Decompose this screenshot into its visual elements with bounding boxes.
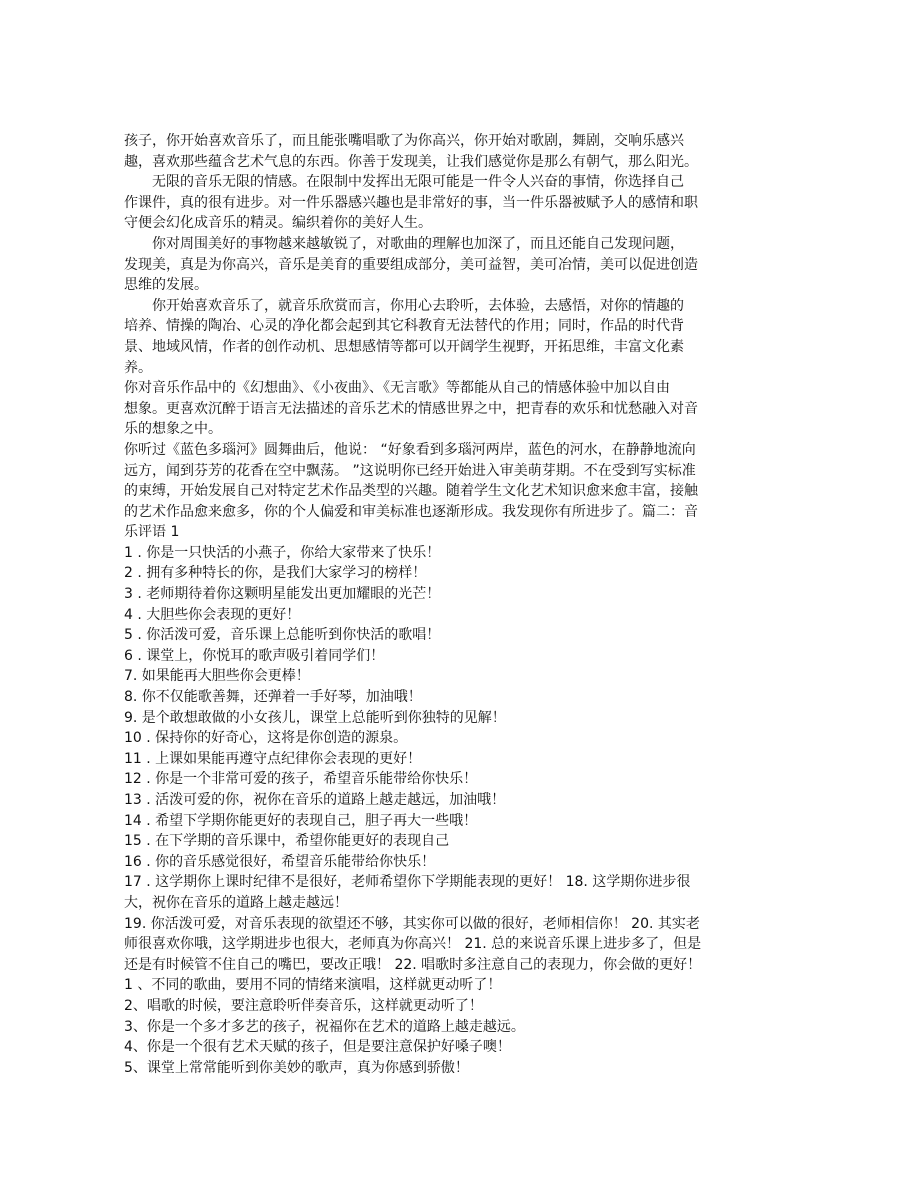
text-line: 11 . 上课如果能再遵守点纪律你会表现的更好！: [124, 750, 422, 767]
text-line: 1 . 你是一只快活的小燕子，你给大家带来了快乐！: [124, 544, 441, 561]
text-line: 1 、不同的歌曲，要用不同的情绪来演唱，这样就更动听了！: [124, 977, 502, 994]
text-line: 孩子，你开始喜欢音乐了，而且能张嘴唱歌了为你高兴，你开始对歌剧，舞剧，交响乐感兴: [124, 133, 684, 149]
text-line: 7. 如果能再大胆些你会更棒！: [124, 668, 310, 685]
text-line: 想象。更喜欢沉醉于语言无法描述的音乐艺术的情感世界之中，把青春的欢乐和忧愁融入对音: [124, 400, 698, 417]
text-line: 12 . 你是一个非常可爱的孩子，希望音乐能带给你快乐！: [124, 771, 478, 788]
text-line: 作课件，真的很有进步。对一件乐器感兴趣也是非常好的事，当一件乐器被赋予人的感情和职: [124, 194, 698, 211]
text-line: 大，祝你在音乐的道路上越走越远！: [124, 894, 348, 911]
text-line: 培养、情操的陶冶、心灵的净化都会起到其它科教育无法替代的作用；同时，作品的时代背: [124, 318, 684, 335]
text-line: 发现美，真是为你高兴，音乐是美育的重要组成部分，美可益智，美可冶情，美可以促进创造: [124, 256, 698, 273]
text-line: 养。: [124, 359, 152, 376]
text-line: 你开始喜欢音乐了，就音乐欣赏而言，你用心去聆听，去体验，去感悟，对你的情趣的: [152, 297, 684, 314]
text-line: 4、你是一个很有艺术天赋的孩子，但是要注意保护好嗓子噢！: [124, 1039, 511, 1056]
text-line: 师很喜欢你哦，这学期进步也很大，老师真为你高兴！ 21. 总的来说音乐课上进步多了，但是: [124, 936, 702, 953]
text-line: 还是有时候管不住自己的嘴巴，要改正哦！ 22. 唱歌时多注意自己的表现力，你会做的更好！: [124, 956, 702, 973]
text-line: 9. 是个敢想敢做的小女孩儿，课堂上总能听到你独特的见解！: [124, 709, 506, 726]
text-line: 3、你是一个多才多艺的孩子，祝福你在艺术的道路上越走越远。: [124, 1018, 525, 1035]
text-line: 守便会幻化成音乐的精灵。编织着你的美好人生。: [124, 215, 432, 232]
text-line: 趣，喜欢那些蕴含艺术气息的东西。你善于发现美，让我们感觉你是那么有朝气，那么阳光。: [124, 153, 698, 170]
text-line: 的束缚，开始发展自己对特定艺术作品类型的兴趣。随着学生文化艺术知识愈来愈丰富，接触: [124, 483, 698, 500]
text-line: 你对周围美好的事物越来越敏锐了，对歌曲的理解也加深了，而且还能自己发现问题，: [152, 235, 684, 252]
text-line: 5 . 你活泼可爱，音乐课上总能听到你快活的歌唱！: [124, 627, 441, 644]
text-line: 13 . 活泼可爱的你，祝你在音乐的道路上越走越远，加油哦！: [124, 792, 506, 808]
text-line: 5、课堂上常常能听到你美妙的歌声，真为你感到骄傲！: [124, 1059, 469, 1076]
text-line: 8. 你不仅能歌善舞，还弹着一手好琴，加油哦！: [124, 689, 422, 706]
text-line: 2 . 拥有多种特长的你，是我们大家学习的榜样！: [124, 565, 427, 582]
text-line: 3 . 老师期待着你这颗明星能发出更加耀眼的光芒！: [124, 586, 441, 603]
text-line: 乐的想象之中。: [124, 421, 222, 438]
text-line: 19. 你活泼可爱，对音乐表现的欲望还不够，其实你可以做的很好，老师相信你！ 20. 其实老: [124, 915, 700, 932]
text-line: 无限的音乐无限的情感。在限制中发挥出无限可能是一件令人兴奋的事情，你选择自己: [152, 174, 684, 191]
text-line: 14 . 希望下学期你能更好的表现自己，胆子再大一些哦！: [124, 812, 478, 829]
text-line: 景、地域风情，作者的创作动机、思想感情等都可以开阔学生视野，开拓思维，丰富文化素: [124, 338, 684, 355]
document-body: [124, 131, 714, 1078]
text-line: 6 . 课堂上，你悦耳的歌声吸引着同学们！: [124, 647, 385, 664]
text-line: 思维的发展。: [124, 277, 208, 294]
text-line: 你听过《蓝色多瑙河》圆舞曲后，他说： “好象看到多瑙河两岸，蓝色的河水，在静静地流向: [124, 441, 696, 458]
text-line: 10 . 保持你的好奇心，这将是你创造的源泉。: [124, 730, 408, 747]
text-line: 4 . 大胆些你会表现的更好！: [124, 606, 301, 623]
text-line: 15 . 在下学期的音乐课中，希望你能更好的表现自己: [124, 833, 450, 850]
text-line: 2、唱歌的时候，要注意聆听伴奏音乐，这样就更动听了！: [124, 997, 483, 1014]
text-line: 16 . 你的音乐感觉很好，希望音乐能带给你快乐！: [124, 853, 436, 870]
text-line: 你对音乐作品中的《幻想曲》、《小夜曲》、《无言歌》等都能从自己的情感体验中加以自由: [124, 380, 670, 397]
text-line: 17 . 这学期你上课时纪律不是很好，老师希望你下学期能表现的更好！ 18. 这学期你进步很: [124, 874, 691, 891]
text-line: 远方，闻到芬芳的花香在空中飘荡。 ”这说明你已经开始进入审美萌芽期。不在受到写实标准: [124, 462, 696, 479]
text-line: 的艺术作品愈来愈多，你的个人偏爱和审美标准也逐渐形成。我发现你有所进步了。篇二：音: [124, 503, 698, 520]
text-line: 乐评语 1: [124, 524, 180, 541]
